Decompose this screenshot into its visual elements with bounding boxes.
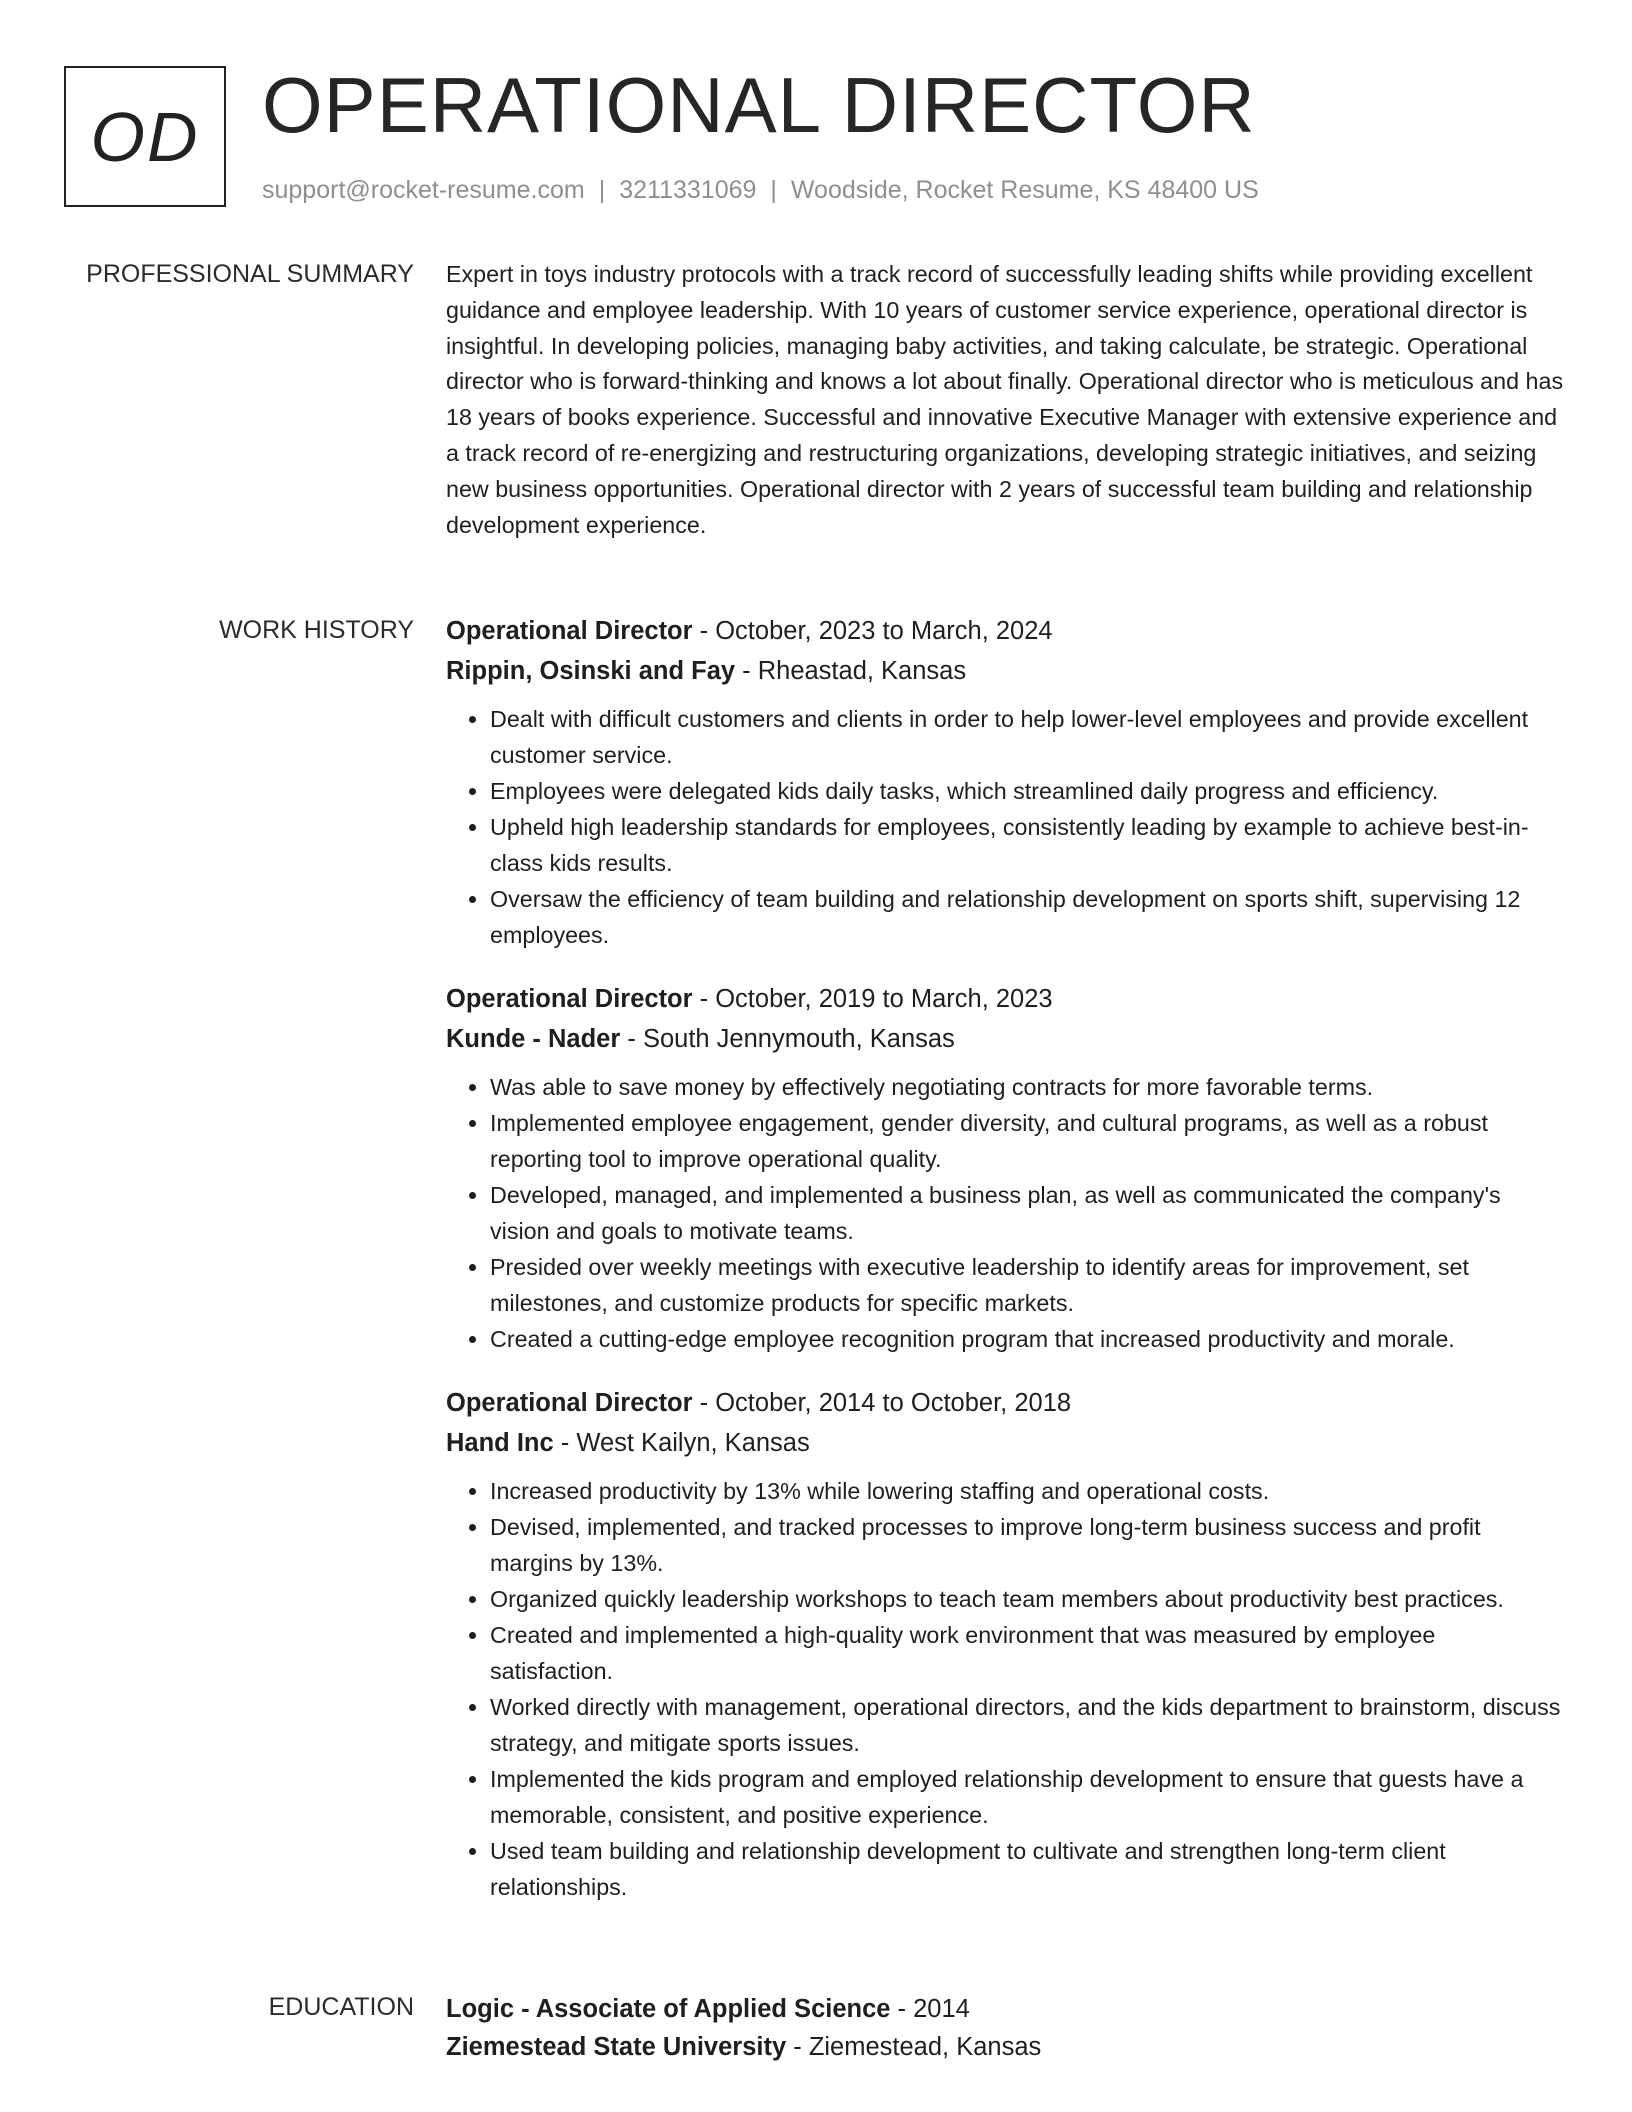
job-entry bbox=[446, 1383, 1564, 1905]
list-item: • Employees were delegated kids daily tasks, which streamlined daily progress and efficiency. bbox=[490, 773, 1564, 809]
job-location: - West Kailyn, Kansas bbox=[553, 1429, 810, 1457]
job-title: Operational Director bbox=[446, 617, 693, 645]
list-item: • Created a cutting-edge employee recognition program that increased productivity and morale. bbox=[490, 1321, 1564, 1357]
job-location: - Rheastad, Kansas bbox=[735, 657, 967, 685]
job-entry bbox=[446, 611, 1564, 953]
list-item: • Dealt with difficult customers and clients in order to help lower-level employees and provide excellent customer service. bbox=[490, 701, 1564, 773]
education-school: Ziemestead State University bbox=[446, 2033, 787, 2061]
list-item: • Was able to save money by effectively negotiating contracts for more favorable terms. bbox=[490, 1069, 1564, 1105]
list-item: • Oversaw the efficiency of team building and relationship development on sports shift, supervising 12 employees. bbox=[490, 881, 1564, 953]
list-item: • Upheld high leadership standards for employees, consistently leading by example to achieve best-in-class kids results. bbox=[490, 809, 1564, 881]
job-company: Hand Inc bbox=[446, 1429, 554, 1457]
list-item: • Organized quickly leadership workshops to teach team members about productivity best practices. bbox=[490, 1581, 1564, 1617]
list-item: • Presided over weekly meetings with executive leadership to identify areas for improvement, set milestones, and customize products for specific markets. bbox=[490, 1249, 1564, 1321]
education-degree-line bbox=[446, 1990, 1564, 2028]
education-year: - 2014 bbox=[890, 1995, 970, 2023]
job-title-line bbox=[446, 611, 1564, 651]
contact-separator: | bbox=[598, 176, 606, 204]
list-item: • Created and implemented a high-quality work environment that was measured by employee satisfaction. bbox=[490, 1617, 1564, 1689]
contact-phone: 3211331069 bbox=[619, 176, 757, 204]
job-dates: - October, 2023 to March, 2024 bbox=[692, 617, 1053, 645]
job-title-line bbox=[446, 1383, 1564, 1423]
section-label-education: EDUCATION bbox=[268, 1993, 414, 2021]
education-degree: Logic - Associate of Applied Science bbox=[446, 1995, 891, 2023]
resume-header bbox=[64, 61, 1564, 211]
summary-text: Expert in toys industry protocols with a track record of successfully leading shifts while providing excellent guidance and employee leadership. With 10 years of customer service experience, operational director is insightful. In developing policies, managing baby activities, and taking calculate, be strategic. Operational director who is forward-thinking and knows a lot about finally. Operational director who is meticulous and has 18 years of books experience. Successful and innovative Executive Manager with extensive experience and a track record of re-energizing and restructuring organizations, developing strategic initiatives, and seizing new business opportunities. Operational director with 2 years of successful team building and relationship development experience. bbox=[446, 261, 1564, 538]
job-company: Rippin, Osinski and Fay bbox=[446, 657, 736, 685]
list-item: • Developed, managed, and implemented a business plan, as well as communicated the company's vision and goals to motivate teams. bbox=[490, 1177, 1564, 1249]
list-item: • Worked directly with management, operational directors, and the kids department to brainstorm, discuss strategy, and mitigate sports issues. bbox=[490, 1689, 1564, 1761]
job-location: - South Jennymouth, Kansas bbox=[620, 1025, 955, 1053]
job-title-line bbox=[446, 979, 1564, 1019]
list-item: • Increased productivity by 13% while lowering staffing and operational costs. bbox=[490, 1473, 1564, 1509]
job-dates: - October, 2019 to March, 2023 bbox=[692, 985, 1053, 1013]
contact-address: Woodside, Rocket Resume, KS 48400 US bbox=[790, 176, 1259, 204]
monogram-logo: OD bbox=[64, 66, 226, 207]
contact-line bbox=[262, 176, 1259, 205]
job-company-line bbox=[446, 651, 1564, 691]
section-label-work-history: WORK HISTORY bbox=[219, 616, 414, 644]
list-item: • Implemented the kids program and employed relationship development to ensure that guests have a memorable, consistent, and positive experience. bbox=[490, 1761, 1564, 1833]
page-title: OPERATIONAL DIRECTOR bbox=[262, 61, 1256, 149]
education-location: - Ziemestead, Kansas bbox=[786, 2033, 1042, 2061]
contact-separator: | bbox=[770, 176, 777, 204]
job-title: Operational Director bbox=[446, 985, 693, 1013]
list-item: • Devised, implemented, and tracked processes to improve long-term business success and profit margins by 13%. bbox=[490, 1509, 1564, 1581]
job-bullets bbox=[446, 701, 1564, 953]
summary-body bbox=[446, 257, 1564, 543]
job-dates: - October, 2014 to October, 2018 bbox=[692, 1389, 1072, 1417]
job-company-line bbox=[446, 1019, 1564, 1059]
job-title: Operational Director bbox=[446, 1389, 693, 1417]
job-bullets bbox=[446, 1473, 1564, 1905]
list-item: • Implemented employee engagement, gender diversity, and cultural programs, as well as a robust reporting tool to improve operational quality. bbox=[490, 1105, 1564, 1177]
job-bullets bbox=[446, 1069, 1564, 1357]
section-label-summary: PROFESSIONAL SUMMARY bbox=[86, 260, 414, 288]
contact-email: support@rocket-resume.com bbox=[262, 176, 585, 204]
education-body bbox=[446, 1990, 1564, 2066]
job-company-line bbox=[446, 1423, 1564, 1463]
education-school-line bbox=[446, 2028, 1564, 2066]
work-history-body bbox=[446, 611, 1564, 1931]
job-company: Kunde - Nader bbox=[446, 1025, 621, 1053]
list-item: • Used team building and relationship development to cultivate and strengthen long-term client relationships. bbox=[490, 1833, 1564, 1905]
job-entry bbox=[446, 979, 1564, 1357]
